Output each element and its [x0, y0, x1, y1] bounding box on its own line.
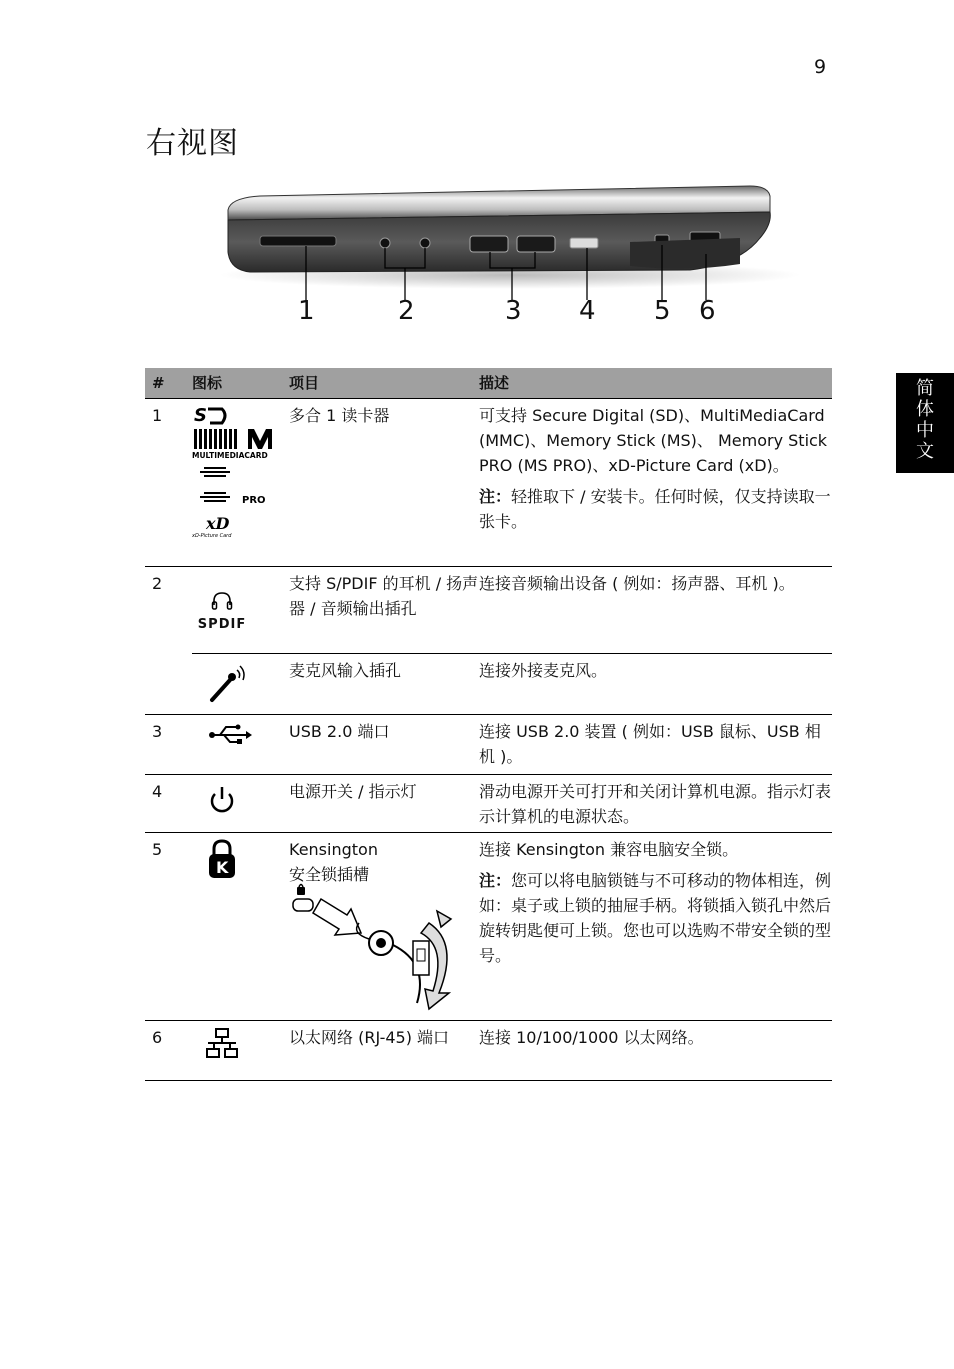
row-num: 1: [145, 399, 192, 567]
row-item: [289, 833, 479, 1021]
language-tab-char: 体: [916, 399, 934, 420]
table-header-row: [145, 368, 832, 399]
table-row: [145, 399, 832, 567]
usb-icon: [192, 715, 289, 775]
table-row: [145, 654, 832, 715]
row-num: 2: [145, 567, 192, 715]
row-item-line: 安全锁插槽: [289, 865, 370, 884]
header-desc: 描述: [479, 368, 832, 399]
kensington-graphic: [192, 837, 252, 885]
card-reader-logos-icon: [192, 399, 289, 567]
note-label: 注：: [479, 487, 512, 506]
ethernet-graphic: [192, 1025, 252, 1061]
spdif-label: SPDIF: [197, 617, 247, 632]
ports-table: [145, 368, 832, 1081]
svg-text:K: K: [216, 858, 229, 877]
row-num: 6: [145, 1021, 192, 1081]
row-item: 麦克风输入插孔: [289, 654, 479, 715]
row-num: 4: [145, 775, 192, 833]
power-graphic: [192, 779, 252, 813]
microphone-graphic: [192, 658, 252, 706]
table-row: [145, 775, 832, 833]
row-note: [479, 868, 832, 968]
note-text: 您可以将电脑锁链与不可移动的物体相连，例如：桌子或上锁的抽屉手柄。将锁插入锁孔中然后旋转钥匙便可上锁。您也可以选购不带安全锁的型号。: [479, 871, 832, 965]
table-row: [145, 567, 832, 654]
row-note: [479, 484, 832, 534]
row-item: 电源开关 / 指示灯: [289, 775, 479, 833]
page-number: 9: [814, 56, 827, 78]
callout-1: 1: [298, 296, 315, 326]
svg-text:MULTIMEDIACARD: MULTIMEDIACARD: [192, 451, 268, 460]
row-item: 以太网络 (RJ-45) 端口: [289, 1021, 479, 1081]
note-label: 注：: [479, 871, 512, 890]
svg-text:S: S: [194, 405, 207, 426]
row-desc: 连接外接麦克风。: [479, 654, 832, 715]
row-desc-text: 可支持 Secure Digital (SD)、MultiMediaCard (MMC)、Memory Stick (MS)、 Memory Stick PRO (MS PRO)、xD-Picture Card (xD)。: [479, 406, 828, 475]
note-text: 轻推取下 / 安装卡。任何时候，仅支持读取一张卡。: [479, 487, 831, 531]
row-desc: 连接音频输出设备 ( 例如：扬声器、耳机 )。: [479, 567, 832, 654]
table-row: [145, 1021, 832, 1081]
row-num: 5: [145, 833, 192, 1021]
row-desc: [479, 399, 832, 567]
language-tab: [896, 373, 954, 473]
svg-text:xD: xD: [206, 514, 230, 533]
row-desc: 滑动电源开关可打开和关闭计算机电源。指示灯表示计算机的电源状态。: [479, 775, 832, 833]
row-desc: 连接 10/100/1000 以太网络。: [479, 1021, 832, 1081]
svg-text:PRO: PRO: [242, 495, 266, 506]
usb-graphic: [192, 719, 252, 749]
row-num: 3: [145, 715, 192, 775]
header-num: #: [145, 368, 192, 399]
callout-2: 2: [398, 296, 415, 326]
row-item: USB 2.0 端口: [289, 715, 479, 775]
callout-numbers: [0, 296, 954, 330]
card-logos-graphic: [192, 405, 282, 539]
headphone-spdif-icon: [192, 567, 289, 654]
callout-3: 3: [505, 296, 522, 326]
headphone-icon: [211, 591, 233, 611]
section-title: 右视图: [146, 126, 239, 161]
language-tab-char: 中: [916, 420, 934, 441]
lock-installation-illustration: [289, 883, 469, 1013]
row-item: 多合 1 读卡器: [289, 399, 479, 567]
row-item-line: Kensington: [289, 840, 378, 859]
microphone-icon: [192, 654, 289, 715]
ethernet-icon: [192, 1021, 289, 1081]
table-row: [145, 833, 832, 1021]
row-item: 支持 S/PDIF 的耳机 / 扬声器 / 音频输出插孔: [289, 567, 479, 654]
header-icon: 图标: [192, 368, 289, 399]
svg-text:xD-Picture Card: xD-Picture Card: [192, 533, 232, 539]
kensington-lock-icon: [192, 833, 289, 1021]
table-row: [145, 715, 832, 775]
row-desc: 连接 USB 2.0 装置 ( 例如：USB 鼠标、USB 相机 )。: [479, 715, 832, 775]
row-desc-text: 连接 Kensington 兼容电脑安全锁。: [479, 840, 739, 859]
callout-6: 6: [699, 296, 716, 326]
callout-5: 5: [654, 296, 671, 326]
language-tab-char: 简: [916, 378, 934, 399]
language-tab-char: 文: [916, 441, 934, 462]
row-desc: [479, 833, 832, 1021]
callout-4: 4: [579, 296, 596, 326]
header-item: 项目: [289, 368, 479, 399]
power-icon: [192, 775, 289, 833]
